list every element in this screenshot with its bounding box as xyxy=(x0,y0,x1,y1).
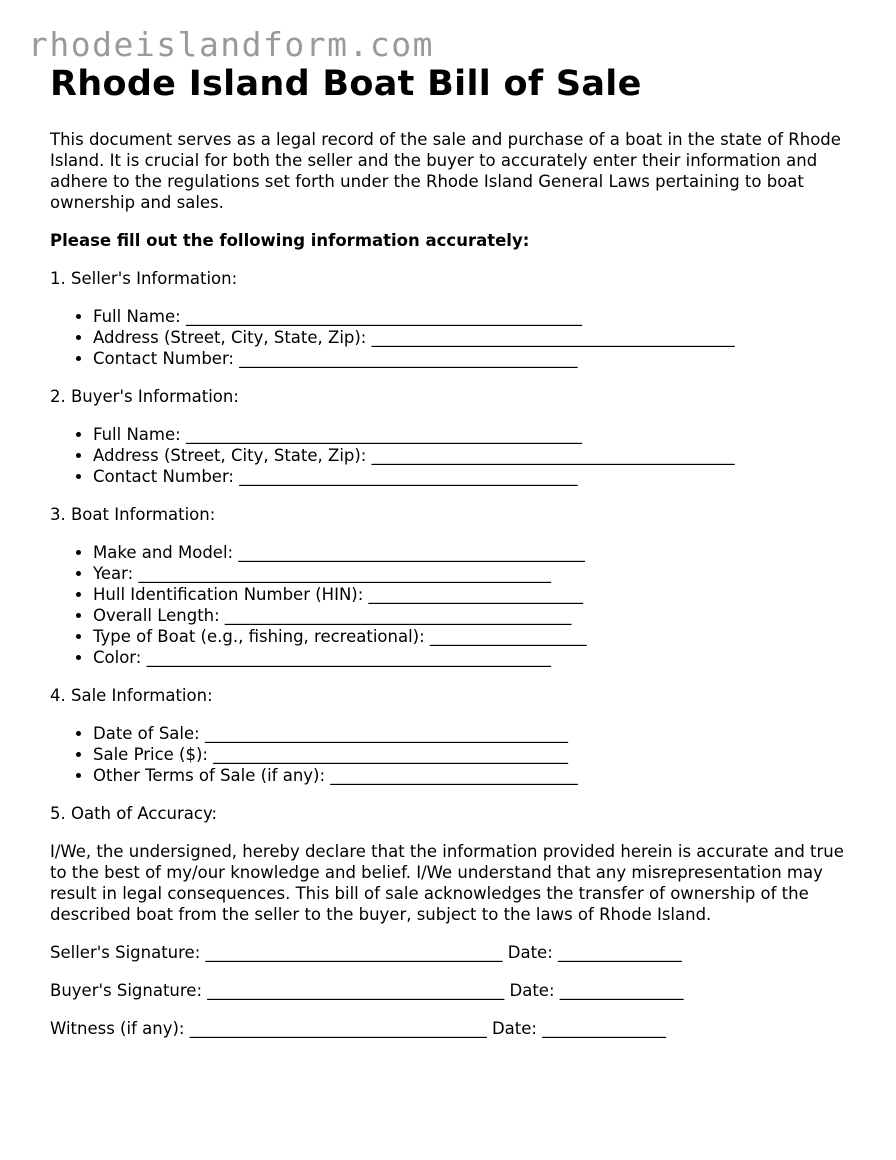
seller-fields-list xyxy=(50,306,850,369)
boat-overall-length-field: • Overall Length: __________________________________________ xyxy=(93,605,850,626)
document xyxy=(50,62,850,1039)
page-title: Rhode Island Boat Bill of Sale xyxy=(50,64,642,104)
sale-other-terms-field: • Other Terms of Sale (if any): ______________________________ xyxy=(93,765,850,786)
witness-signature-line: Witness (if any): ____________________________________ Date: _______________ xyxy=(50,1019,666,1038)
oath-paragraph: I/We, the undersigned, hereby declare that the information provided herein is accurate and true to the best of my/our knowledge and belief. I/We understand that any misrepresentation may result in legal consequences. This bill of sale acknowledges the transfer of ownership of the described boat from the seller to the buyer, subject to the laws of Rhode Island. xyxy=(50,842,844,924)
seller-signature-line: Seller's Signature: ____________________________________ Date: _______________ xyxy=(50,943,682,962)
seller-address-field: • Address (Street, City, State, Zip): ____________________________________________ xyxy=(93,327,850,348)
watermark: rhodeislandform.com xyxy=(28,25,434,64)
buyer-signature-line: Buyer's Signature: ____________________________________ Date: _______________ xyxy=(50,981,684,1000)
boat-hin-field: • Hull Identification Number (HIN): __________________________ xyxy=(93,584,850,605)
buyer-fields-list xyxy=(50,424,850,487)
buyer-section-heading: 2. Buyer's Information: xyxy=(50,387,239,406)
seller-section-heading: 1. Seller's Information: xyxy=(50,269,238,288)
sale-date-field: • Date of Sale: ____________________________________________ xyxy=(93,723,850,744)
boat-section-heading: 3. Boat Information: xyxy=(50,505,216,524)
boat-make-model-field: • Make and Model: __________________________________________ xyxy=(93,542,850,563)
boat-color-field: • Color: _________________________________________________ xyxy=(93,647,850,668)
seller-contact-number-field: • Contact Number: _________________________________________ xyxy=(93,348,850,369)
seller-full-name-field: • Full Name: ________________________________________________ xyxy=(93,306,850,327)
instructions: Please fill out the following information accurately: xyxy=(50,231,530,250)
intro-paragraph: This document serves as a legal record of the sale and purchase of a boat in the state of Rhode Island. It is crucial for both the seller and the buyer to accurately enter their information and adhere to the regulations set forth under the Rhode Island General Laws pertaining to boat ownership and sales. xyxy=(50,130,841,212)
sale-section-heading: 4. Sale Information: xyxy=(50,686,213,705)
buyer-full-name-field: • Full Name: ________________________________________________ xyxy=(93,424,850,445)
boat-year-field: • Year: __________________________________________________ xyxy=(93,563,850,584)
boat-fields-list xyxy=(50,542,850,668)
oath-section-heading: 5. Oath of Accuracy: xyxy=(50,804,218,823)
buyer-contact-number-field: • Contact Number: _________________________________________ xyxy=(93,466,850,487)
buyer-address-field: • Address (Street, City, State, Zip): ____________________________________________ xyxy=(93,445,850,466)
boat-type-field: • Type of Boat (e.g., fishing, recreational): ___________________ xyxy=(93,626,850,647)
sale-fields-list xyxy=(50,723,850,786)
sale-price-field: • Sale Price ($): ___________________________________________ xyxy=(93,744,850,765)
